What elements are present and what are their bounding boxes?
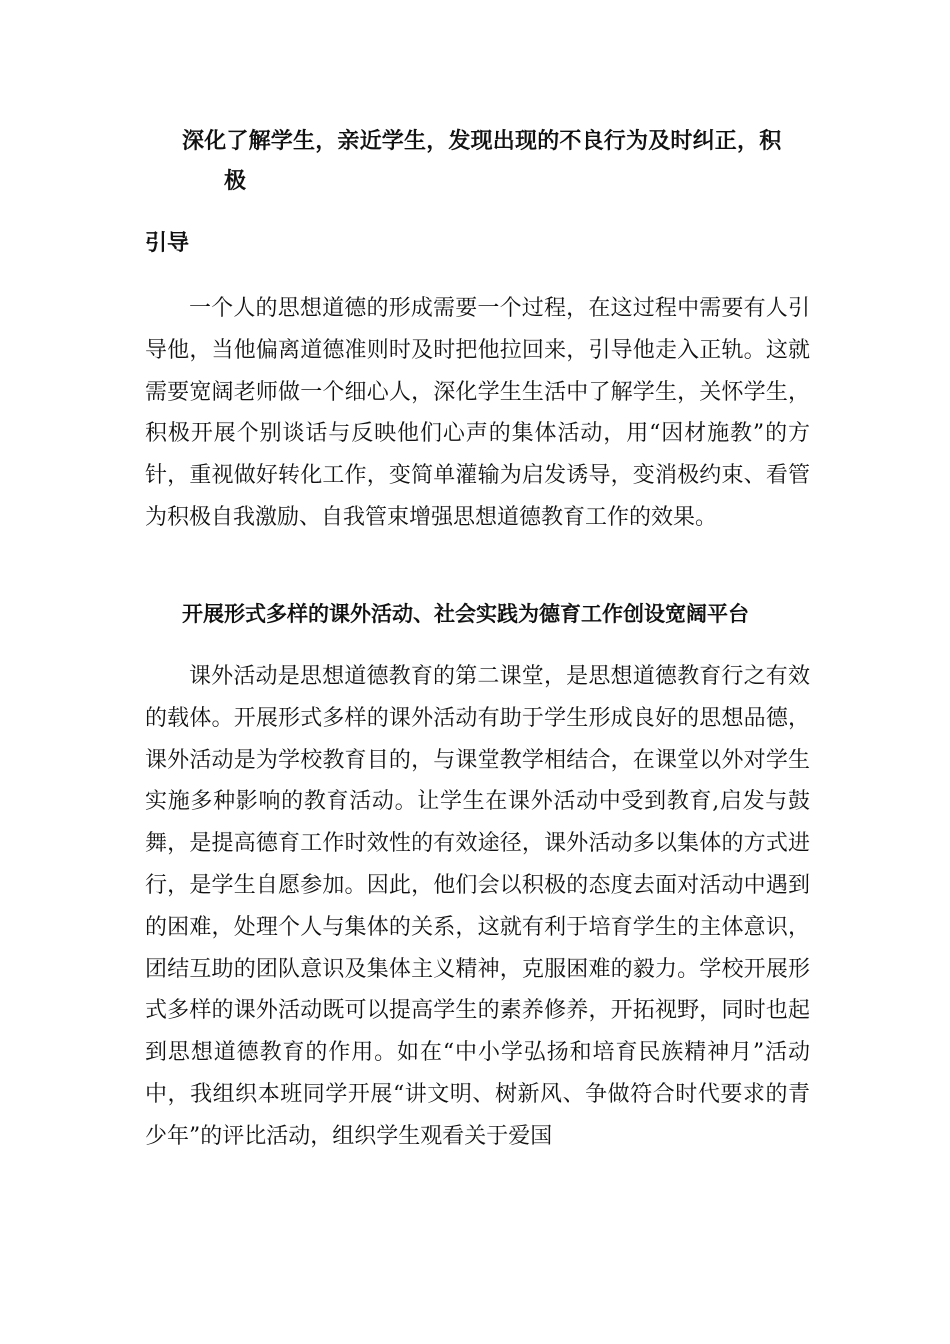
section-heading-line-1: 深化了解学生，亲近学生，发现出现的不良行为及时纠正，积 (182, 129, 782, 154)
body-paragraph-2: 课外活动是思想道德教育的第二课堂，是思想道德教育行之有效的载体。开展形式多样的课外活动有助于学生形成良好的思想品德，课外活动是为学校教育目的，与课堂教学相结合，在课堂以外对学生实施多种影响的教育活动。让学生在课外活动中受到教育,启发与鼓舞，是提高德育工作时效性的有效途径，课外活动多以集体的方式进行，是学生自愿参加。因此，他们会以积极的态度去面对活动中遇到的困难，处理个人与集体的关系，这就有利于培育学生的主体意识，团结互助的团队意识及集体主义精神，克服困难的毅力。学校开展形式多样的课外活动既可以提高学生的素养修养，开拓视野，同时也起到思想道德教育的作用。如在“中小学弘扬和培育民族精神月”活动中，我组织本班同学开展“讲文明、树新风、争做符合时代要求的青少年”的评比活动，组织学生观看关于爱国 (145, 664, 810, 1149)
section-heading-2: 开展形式多样的课外活动、社会实践为德育工作创设宽阔平台 (182, 602, 749, 626)
body-paragraph-1: 一个人的思想道德的形成需要一个过程，在这过程中需要有人引导他，当他偏离道德准则时及时把他拉回来，引导他走入正轨。这就需要宽阔老师做一个细心人，深化学生生活中了解学生，关怀学生，积极开展个别谈话与反映他们心声的集体活动，用“因材施教”的方针，重视做好转化工作，变简单灌输为启发诱导，变消极约束、看管为积极自我激励、自我管束增强思想道德教育工作的效果。 (145, 296, 810, 530)
section-heading (182, 122, 822, 202)
section-heading-continuation: 引导 (145, 231, 190, 256)
section-heading-line-2: 极 (224, 169, 247, 194)
